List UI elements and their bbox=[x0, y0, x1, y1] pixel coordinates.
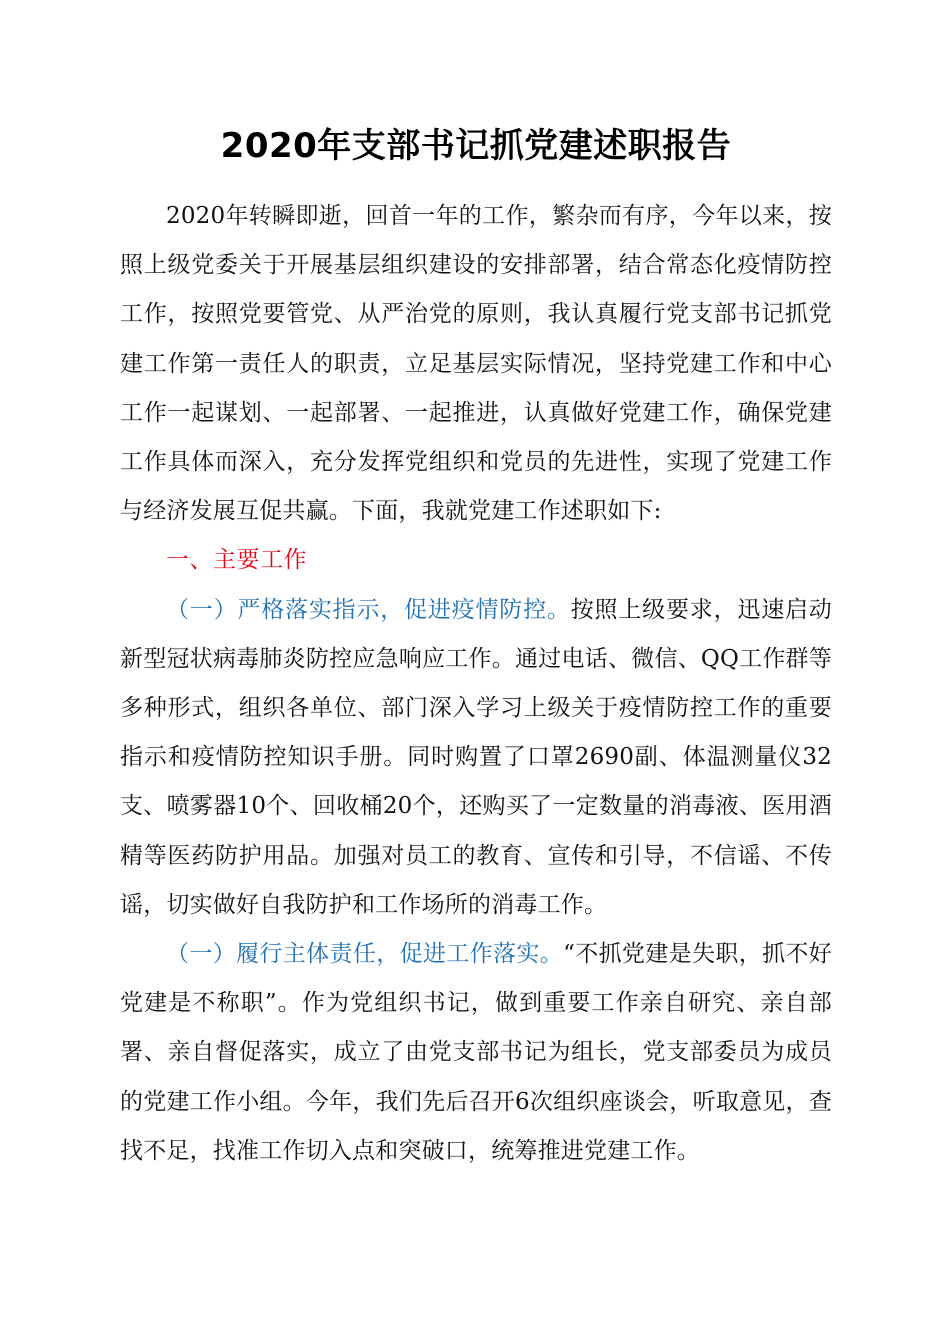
subheading-epidemic-control: （一）严格落实指示，促进疫情防控。 bbox=[166, 596, 571, 623]
document-title: 2020年支部书记抓党建述职报告 bbox=[220, 126, 732, 166]
work-item-epidemic-control bbox=[120, 586, 832, 930]
subheading-responsibility: （一）履行主体责任，促进工作落实。 bbox=[166, 941, 564, 968]
intro-paragraph: 2020年转瞬即逝，回首一年的工作，繁杂而有序，今年以来，按照上级党委关于开展基层组织建设的安排部署，结合常态化疫情防控工作，按照党要管党、从严治党的原则，我认真履行党支部书记抓党建工作第一责任人的职责，立足基层实际情况，坚持党建工作和中心工作一起谋划、一起部署、一起推进，认真做好党建工作，确保党建工作具体而深入，充分发挥党组织和党员的先进性，实现了党建工作与经济发展互促共赢。下面，我就党建工作述职如下: bbox=[120, 203, 832, 525]
document-page bbox=[120, 118, 832, 1176]
work-item-responsibility bbox=[120, 930, 832, 1176]
section-heading-main-work: 一、主要工作 bbox=[166, 547, 307, 574]
body-epidemic-control: 按照上级要求，迅速启动新型冠状病毒肺炎防控应急响应工作。通过电话、微信、QQ工作群等多种形式，组织各单位、部门深入学习上级关于疫情防控工作的重要指示和疫情防控知识手册。同时购置了口罩2690副、体温测量仪32支、喷雾器10个、回收桶20个，还购买了一定数量的消毒液、医用酒精等医药防护用品。加强对员工的教育、宣传和引导，不信谣、不传谣，切实做好自我防护和工作场所的消毒工作。 bbox=[120, 596, 833, 918]
body-responsibility: “不抓党建是失职，抓不好党建是不称职”。作为党组织书记，做到重要工作亲自研究、亲自部署、亲自督促落实，成立了由党支部书记为组长，党支部委员为成员的党建工作小组。今年，我们先后召开6次组织座谈会，听取意见，查找不足，找准工作切入点和突破口，统筹推进党建工作。 bbox=[120, 941, 832, 1164]
